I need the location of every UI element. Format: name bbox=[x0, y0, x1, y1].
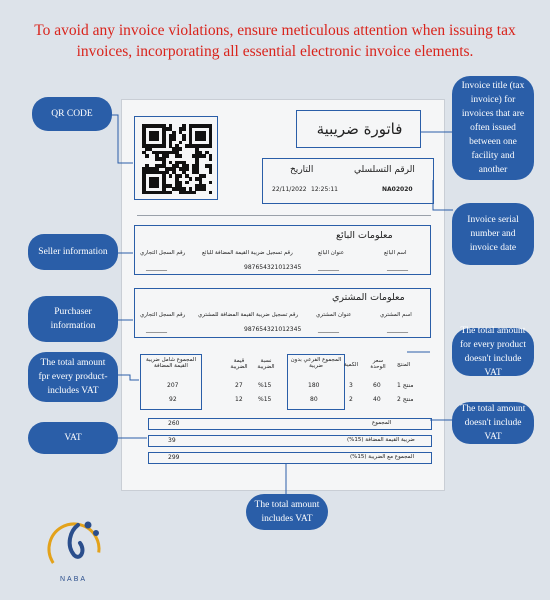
th-total: المجموع شامل ضريبة القيمة المضافة bbox=[146, 357, 196, 369]
seller-name-value: _______ bbox=[387, 264, 408, 271]
serial-label: الرقم التسلسلي bbox=[354, 165, 415, 175]
seller-cr-label: رقم السجل التجاري bbox=[140, 250, 186, 256]
buyer-heading: معلومات المشتري bbox=[332, 292, 405, 303]
callout-invoice-title: Invoice title (tax invoice) for invoices that are often issued between one facility and another bbox=[452, 76, 534, 180]
row1-subtotal: 180 bbox=[308, 382, 320, 389]
seller-address-value: _______ bbox=[318, 264, 339, 271]
row2-subtotal: 80 bbox=[310, 396, 318, 403]
summary-grand-label: المجموع مع الضريبة (15%) bbox=[350, 454, 415, 460]
row2-unit-price: 40 bbox=[373, 396, 381, 403]
callout-seller: Seller information bbox=[28, 234, 118, 270]
callout-vat: VAT bbox=[28, 422, 118, 454]
seller-heading: معلومات البائع bbox=[336, 230, 393, 241]
naba-logo-icon bbox=[44, 511, 116, 583]
callout-total-excl-vat: The total amount for every product doesn't include VAT bbox=[452, 328, 534, 376]
buyer-address-value: _______ bbox=[318, 326, 339, 333]
callout-total-amount-incl-vat: The total amount includes VAT bbox=[246, 494, 328, 530]
summary-total-value: 260 bbox=[168, 420, 180, 427]
seller-address-label: عنوان البائع bbox=[318, 250, 345, 256]
date-value: 22/11/2022 bbox=[272, 186, 307, 193]
seller-name-label: اسم البائع bbox=[384, 250, 407, 256]
th-qty: الكمية bbox=[344, 362, 359, 368]
callout-serial-date: Invoice serial number and invoice date bbox=[452, 203, 534, 265]
seller-vat-value: 987654321012345 bbox=[244, 264, 302, 271]
row1-total: 207 bbox=[167, 382, 179, 389]
th-tax-value: قيمة الضريبة bbox=[230, 358, 248, 370]
summary-total-label: المجموع bbox=[372, 420, 392, 426]
th-unit-price: سعر الوحدة bbox=[370, 358, 386, 370]
buyer-vat-value: 987654321012345 bbox=[244, 326, 302, 333]
th-subtotal: المجموع الفرعي بدون ضريبة bbox=[290, 357, 342, 369]
callout-purchaser: Purchaser information bbox=[28, 296, 118, 342]
row2-tax-rate: %15 bbox=[258, 396, 272, 403]
time-value: 12:25:11 bbox=[311, 186, 338, 193]
row2-tax-value: 12 bbox=[235, 396, 243, 403]
row1-tax-rate: %15 bbox=[258, 382, 272, 389]
buyer-cr-label: رقم السجل التجاري bbox=[140, 312, 186, 318]
row1-tax-value: 27 bbox=[235, 382, 243, 389]
buyer-cr-value: _______ bbox=[146, 326, 167, 333]
invoice-title: فاتورة ضريبية bbox=[316, 120, 403, 138]
seller-cr-value: _______ bbox=[146, 264, 167, 271]
th-tax-rate: نسبة الضريبة bbox=[257, 358, 275, 370]
callout-total-amount-excl-vat: The total amount doesn't include VAT bbox=[452, 402, 534, 444]
headline: To avoid any invoice violations, ensure meticulous attention when issuing tax invoices, incorporating all essential electronic invoice elements. bbox=[34, 22, 516, 60]
buyer-vat-label: رقم تسجيل ضريبة القيمة المضافة للمشتري bbox=[198, 312, 299, 318]
row2-product: منتج 2 bbox=[397, 396, 414, 403]
date-label: التاريخ bbox=[290, 165, 314, 175]
row2-qty: 2 bbox=[349, 396, 353, 403]
buyer-name-value: _______ bbox=[387, 326, 408, 333]
row1-unit-price: 60 bbox=[373, 382, 381, 389]
summary-vat-value: 39 bbox=[168, 437, 176, 444]
seller-vat-label: رقم تسجيل ضريبة القيمة المضافة للبائع bbox=[202, 250, 293, 256]
callout-total-incl-vat: The total amount fpr every product-includes VAT bbox=[28, 352, 118, 402]
row1-product: منتج 1 bbox=[397, 382, 414, 389]
callout-qr-code: QR CODE bbox=[32, 97, 112, 131]
buyer-name-label: اسم المشتري bbox=[380, 312, 412, 318]
summary-vat-label: ضريبة القيمة المضافة (15%) bbox=[347, 437, 415, 443]
svg-text:NABA: NABA bbox=[60, 576, 88, 583]
summary-grand-value: 299 bbox=[168, 454, 180, 461]
buyer-address-label: عنوان المشتري bbox=[316, 312, 352, 318]
th-product: المنتج bbox=[397, 362, 411, 368]
row1-qty: 3 bbox=[349, 382, 353, 389]
row2-total: 92 bbox=[169, 396, 177, 403]
serial-value: NA02020 bbox=[382, 186, 413, 193]
